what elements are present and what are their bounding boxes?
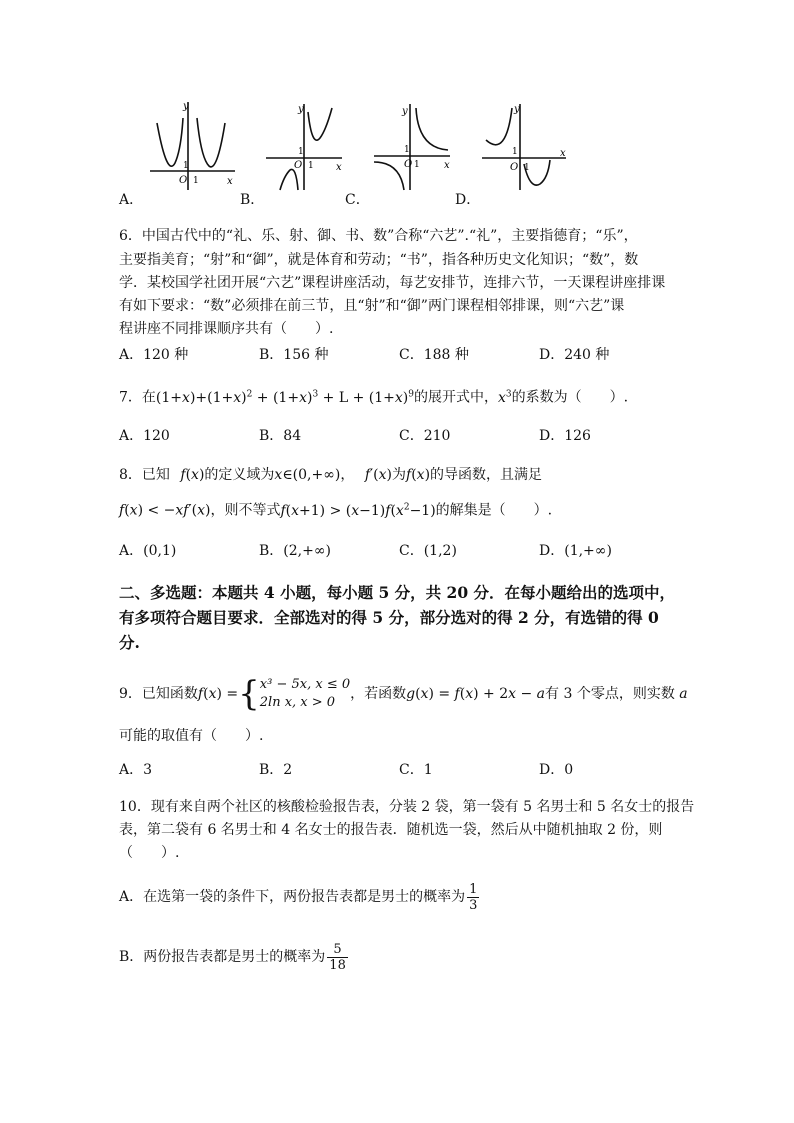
q8-line-2 [119,497,552,521]
q6-option-b: B．156 种 [259,347,329,363]
q9-option-b: B．2 [259,762,293,778]
q6-line-4: 有如下要求：“数”必须排在前三节，且“射”和“御”两门课程相邻排课，则“六艺”课 [119,298,625,314]
svg-text:y: y [298,104,304,115]
q9-line-2: 可能的取值有（ ）. [119,728,264,744]
q7-coef-text: 的系数为（ ）. [511,389,629,406]
q7-option-d: D．126 [539,428,591,444]
svg-text:O: O [510,162,519,173]
svg-text:O: O [404,159,413,170]
q10-option-a-text: A．在选第一袋的条件下，两份报告表都是男士的概率为 [119,889,466,905]
svg-text:1: 1 [193,176,199,186]
q8-option-a: A．(0,1) [119,543,177,559]
q5-option-b: B． [240,192,265,208]
q6-line-2: 主要指美育；“射”和“御”，就是体育和劳动；“书”，指各种历史文化知识；“数”，数 [119,252,639,268]
q6-option-a: A．120 种 [119,347,189,363]
svg-text:O: O [179,175,188,186]
q6-line-5: 程讲座不同排课顺序共有（ ）. [119,321,334,337]
svg-text:x: x [336,162,342,173]
q8-line-1 [119,465,542,485]
q10-option-b [119,940,348,974]
svg-text:1: 1 [404,145,410,155]
section2-line-3: 分. [119,633,140,652]
q10-line-1: 10．现有来自两个社区的核酸检验报告表，分装 2 袋，第一袋有 5 名男士和 5 名女士的报告 [119,799,695,815]
svg-text:1: 1 [298,147,304,157]
q6-line-1: 6．中国古代中的“礼、乐、射、御、书、数”合称“六艺”.“礼”，主要指德育；“乐”， [119,228,638,244]
q7-option-c: C．210 [399,428,451,444]
q9-option-a: A．3 [119,762,153,778]
svg-text:O: O [294,160,303,171]
svg-text:y: y [183,101,189,112]
q10-option-a-fraction: $\frac{1}{3}$ [469,881,478,913]
q10-option-b-text: B．两份报告表都是男士的概率为 [119,949,326,965]
q7-expression: $(1+x)+(1+x)^2 + (1+x)^3 + L + (1+x)^9$ [155,389,414,406]
q9-prefix: 9．已知函数 [119,686,198,702]
graph-b [262,98,347,193]
q9-piecewise [260,676,350,712]
svg-text:x: x [444,160,450,171]
section2-line-1: 二、多选题：本题共 4 小题，每小题 5 分，共 20 分．在每小题给出的选项中， [119,583,676,602]
q7-prefix: 7．在 [119,389,156,406]
q8-line-1c: ， [340,467,355,483]
q9-option-d: D．0 [539,762,574,778]
q8-fx: f(x) [180,467,205,483]
q5-option-d: D． [455,192,481,208]
q8-fx-2: f(x) [406,467,431,483]
q8-condition: f(x) < −xf′(x) [119,502,211,519]
q8-option-b: B．(2,+∞) [259,543,331,559]
q9-suffix: 有 3 个零点，则实数 [545,686,675,702]
svg-text:x: x [227,176,233,187]
q10-line-3: （ ）. [119,845,180,861]
q9-stem: 9．已知函数f(x) ={ x³ − 5x, x ≤ 0 2ln x, x > 0 ，若函数g(x) = f(x) + 2x − a有 3 个零点，则实数 a [119,674,688,714]
q10-option-a [119,880,479,914]
q9-option-c: C．1 [399,762,433,778]
q9-mid: ，若函数 [350,686,407,702]
q7-ellipsis: L [338,389,349,406]
q8-line-1d: 为 [392,467,407,483]
q10-line-2: 表，第二袋有 6 名男士和 4 名女士的报告表．随机选一袋，然后从中随机抽取 2 份，则 [119,822,663,838]
graph-a [145,98,240,193]
q9-case-1: x³ − 5x, x ≤ 0 [259,677,351,692]
q8-domain: x∈(0,+∞) [274,467,341,483]
q8-option-c: C．(1,2) [399,543,457,559]
q7-option-b: B．84 [259,428,302,444]
q7-suffix: 的展开式中， [413,389,498,406]
q8-line-2a: ，则不等式 [210,502,281,519]
q7-option-a: A．120 [119,428,170,444]
q9-a: a [674,686,688,702]
q6-option-d: D．240 种 [539,347,610,363]
q8-line-2b: 的解集是（ ）. [435,502,553,519]
svg-text:y: y [514,104,520,115]
q9-fx: f(x) = [197,686,239,702]
q8-fprime: f′(x) [364,467,393,483]
q5-option-c: C． [345,192,370,208]
q8-line-1b: 的定义域为 [204,467,275,483]
svg-text:1: 1 [308,161,314,171]
svg-text:y: y [402,106,408,117]
q8-option-d: D．(1,+∞) [539,543,612,559]
graph-c [370,98,455,193]
q6-option-c: C．188 种 [399,347,469,363]
svg-text:1: 1 [512,147,518,157]
graph-d [478,98,570,193]
q5-option-a: A． [119,192,144,208]
q6-line-3: 学．某校国学社团开展“六艺”课程讲座活动，每艺安排节，连排六节，一天课程讲座排课 [119,275,666,291]
q8-inequality: $f(x+1) > (x-1)f(x^2-1)$ [280,502,436,519]
svg-text:1: 1 [183,161,189,171]
q8-line-1a: 8．已知 [119,467,170,483]
svg-text:1: 1 [524,163,530,173]
q9-gx: g(x) = f(x) + 2x − a [406,686,546,702]
q7-stem [119,384,628,408]
q8-line-1e: 的导函数，且满足 [430,467,543,483]
section2-line-2: 有多项符合题目要求．全部选对的得 5 分，部分选对的得 2 分，有选错的得 0 [119,608,659,627]
q10-option-b-fraction: $\frac{5}{18}$ [329,941,346,973]
svg-text:x: x [560,148,566,159]
q9-case-2: 2ln x, x > 0 [259,695,336,710]
q7-x-cubed: $x^3$ [497,389,512,406]
svg-text:1: 1 [414,160,420,170]
